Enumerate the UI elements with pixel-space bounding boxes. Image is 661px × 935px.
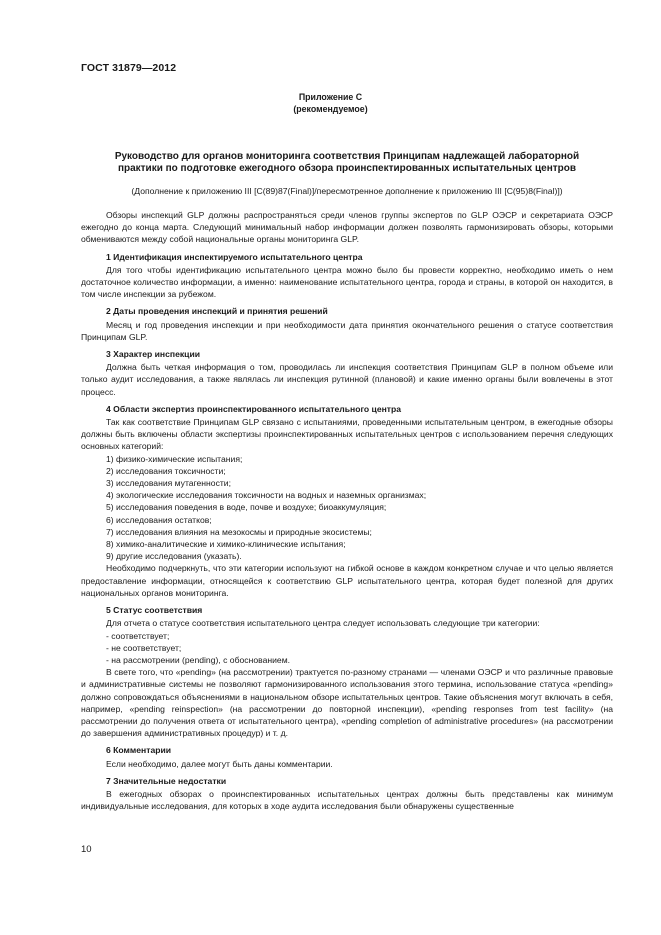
list-item: 7) исследования влияния на мезокосмы и природные экосистемы; xyxy=(106,526,372,537)
document-title-line: Руководство для органов мониторинга соответствия Принципам надлежащей лабораторной xyxy=(114,151,580,162)
list-item: 9) другие исследования (указать). xyxy=(106,551,242,562)
list-item: 3) исследования мутагенности; xyxy=(106,478,231,489)
list-item: 5) исследования поведения в воде, почве и воздухе; биоаккумуляция; xyxy=(106,502,387,513)
annex-title: Приложение С xyxy=(298,92,363,102)
page-number: 10 xyxy=(81,844,92,855)
section-paragraph: Для отчета о статусе соответствия испытательного центра следует использовать следующие три категории: xyxy=(106,618,540,629)
section-paragraph: В свете того, что «pending» (на рассмотрении) трактуется по-разному странами — членами ОЭСР и что различные правовые и административные системы не позволяют гармонизированного использования этого термина, использование статуса «pending» должно сопровождаться объяснениями в национальном обзоре испытательных центров. Такие объяснения могут включать в себя, например, «pending reinspection» (на рассмотрении до повторной инспекции), «pending responses from test facility» (на рассмотрении до получения ответа от испытательного центра), «pending completion of administrative procedures» (на рассмотрении до завершения административных процедур) и т. д. xyxy=(81,667,613,739)
intro-paragraph: Обзоры инспекций GLP должны распространяться среди членов группы экспертов по GLP ОЭСР и секретариата ОЭСР ежегодно до конца марта. Следующий минимальный набор информации должен позволять гармонизировать обзоры, которыми обмениваются между собой национальные органы мониторинга GLP. xyxy=(81,210,613,245)
list-item: 6) исследования остатков; xyxy=(106,514,212,525)
section-paragraph: Необходимо подчеркнуть, что эти категории используют на гибкой основе в каждом конкретном случае и что целью является предоставление информации, относящейся к соответствию GLP испытательного центра, которая будет полезной для других национальных органов мониторинга. xyxy=(81,563,613,598)
document-note: (Дополнение к приложению III [C(89)87(Final)]/пересмотренное дополнение к приложению III [C(95)8(Final)]) xyxy=(131,186,563,196)
section-heading: 7 Значительные недостатки xyxy=(106,775,227,786)
document-body xyxy=(81,209,613,812)
list-item: 1) физико-химические испытания; xyxy=(106,453,243,464)
list-item: 8) химико-аналитические и химико-клинические испытания; xyxy=(106,539,346,550)
section-heading: 4 Области экспертиз проинспектированного испытательного центра xyxy=(106,403,402,414)
section-heading: 1 Идентификация инспектируемого испытательного центра xyxy=(106,251,363,262)
document-title xyxy=(81,151,613,176)
list-item: - на рассмотрении (pending), с обоснованием. xyxy=(106,654,290,665)
section-heading: 5 Статус соответствия xyxy=(106,605,203,616)
list-item: - соответствует; xyxy=(106,630,170,641)
section-heading: 2 Даты проведения инспекций и принятия решений xyxy=(106,306,328,317)
standard-number: ГОСТ 31879—2012 xyxy=(81,62,177,74)
annex-subtitle: (рекомендуемое) xyxy=(293,104,368,114)
list-item: 4) экологические исследования токсичности на водных и наземных организмах; xyxy=(106,490,427,501)
document-title-line: практики по подготовке ежегодного обзора проинспектированных испытательных центров xyxy=(117,163,577,175)
section-paragraph: В ежегодных обзорах о проинспектированных испытательных центрах должны быть представлены как минимум индивидуальные исследования, для которых в ходе аудита исследования были обнаружены существенные xyxy=(81,788,613,812)
list-item: - не соответствует; xyxy=(106,642,182,653)
list-item: 2) исследования токсичности; xyxy=(106,465,226,476)
section-heading: 3 Характер инспекции xyxy=(106,349,201,360)
section-paragraph: Должна быть четкая информация о том, проводилась ли инспекция соответствия Принципам GLP в полном объеме или только аудит исследования, а также являлась ли инспекция рутинной (плановой) и какие именно органы были вовлечены в этот процесс. xyxy=(81,362,613,397)
section-paragraph: Месяц и год проведения инспекции и при необходимости дата принятия окончательного решения о статусе соответствия Принципам GLP. xyxy=(81,319,613,342)
section-paragraph: Так как соответствие Принципам GLP связано с испытаниями, проведенными испытательным центром, в ежегодные обзоры должны быть включены области экспертизы проинспектированных испытательных центров с использованием перечня следующих основных категорий: xyxy=(81,417,613,452)
section-paragraph: Если необходимо, далее могут быть даны комментарии. xyxy=(106,758,333,769)
section-heading: 6 Комментарии xyxy=(106,745,172,756)
section-paragraph: Для того чтобы идентификацию испытательного центра можно было бы провести корректно, необходимо иметь о нем достаточное количество информации, а именно: наименование испытательного центра, города и страны, в которой он находится, в том числе инспекции за рубежом. xyxy=(81,264,613,300)
